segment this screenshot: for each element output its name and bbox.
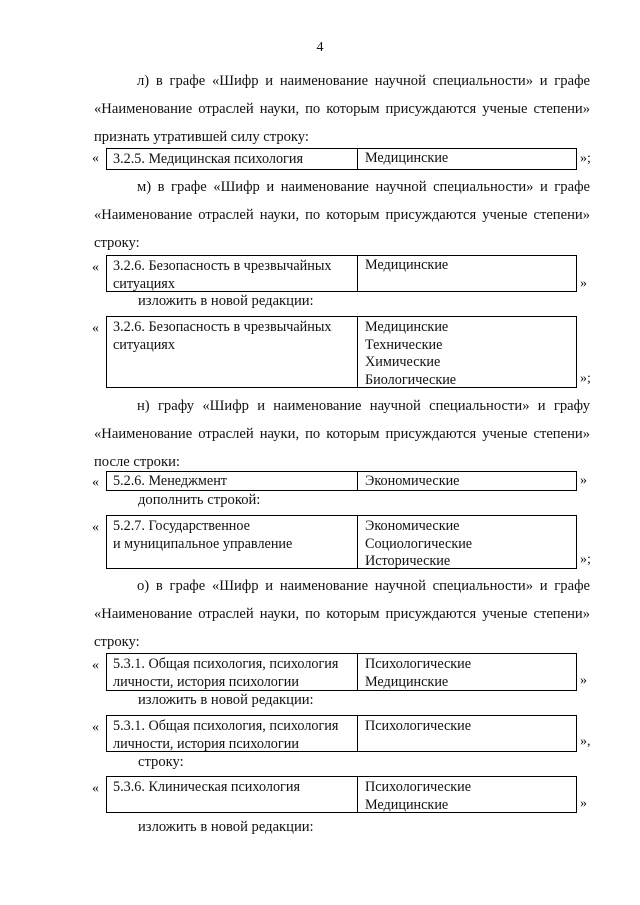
open-quote: « bbox=[92, 260, 99, 275]
cell-text: 5.3.6. Клиническая психология bbox=[113, 779, 300, 795]
close-quote: » bbox=[580, 673, 587, 688]
cell-text: Медицинские bbox=[365, 673, 449, 690]
instruction-text: строку: bbox=[138, 754, 184, 770]
specialty-cell bbox=[107, 716, 358, 751]
cell-text: Биологические bbox=[365, 371, 457, 388]
cell-text: Экономические bbox=[365, 473, 460, 489]
instruction-text: изложить в новой редакции: bbox=[138, 293, 314, 309]
specialty-cell bbox=[107, 777, 358, 812]
cell-text: Медицинские bbox=[365, 796, 449, 813]
science-branch-cell bbox=[358, 716, 576, 751]
cell-text: личности, история психологии bbox=[113, 673, 299, 690]
cell-text: ситуациях bbox=[113, 336, 175, 353]
paragraph-line: после строки: bbox=[94, 454, 180, 470]
close-quote: »; bbox=[580, 552, 591, 567]
cell-text: Медицинские bbox=[365, 150, 449, 166]
open-quote: « bbox=[92, 781, 99, 796]
cell-text: Психологические bbox=[365, 656, 472, 672]
table-row-5-3-1-new bbox=[106, 715, 577, 752]
paragraph-l bbox=[94, 67, 590, 151]
open-quote: « bbox=[92, 520, 99, 535]
cell-text: Медицинские bbox=[365, 319, 449, 335]
science-branch-cell bbox=[358, 472, 576, 490]
table-row-5-3-1-old bbox=[106, 653, 577, 691]
instruction-text: дополнить строкой: bbox=[138, 492, 261, 508]
open-quote: « bbox=[92, 151, 99, 166]
cell-text: 5.2.6. Менеджмент bbox=[113, 473, 227, 489]
cell-text: ситуациях bbox=[113, 275, 175, 292]
paragraph-line: «Наименование отраслей науки, по которым присуждаются ученые степени» bbox=[94, 426, 590, 442]
paragraph-line: признать утратившей силу строку: bbox=[94, 129, 309, 145]
close-quote: »; bbox=[580, 151, 591, 166]
paragraph-o bbox=[94, 572, 590, 656]
science-branch-cell bbox=[358, 256, 576, 291]
table-row-3-2-6-old bbox=[106, 255, 577, 292]
cell-text: Экономические bbox=[365, 518, 460, 534]
paragraph-line: строку: bbox=[94, 634, 140, 650]
cell-text: Социологические bbox=[365, 535, 473, 552]
cell-text: Психологические bbox=[365, 779, 472, 795]
specialty-cell bbox=[107, 256, 358, 291]
paragraph-n bbox=[94, 392, 590, 476]
science-branch-cell bbox=[358, 777, 576, 812]
cell-text: 3.2.6. Безопасность в чрезвычайных bbox=[113, 319, 332, 335]
cell-text: Исторические bbox=[365, 553, 451, 569]
open-quote: « bbox=[92, 720, 99, 735]
cell-text: и муниципальное управление bbox=[113, 535, 293, 552]
close-quote: » bbox=[580, 473, 587, 488]
specialty-cell bbox=[107, 472, 358, 490]
paragraph-line: «Наименование отраслей науки, по которым присуждаются ученые степени» bbox=[94, 207, 590, 223]
specialty-cell bbox=[107, 654, 358, 690]
specialty-cell bbox=[107, 516, 358, 568]
open-quote: « bbox=[92, 321, 99, 336]
close-quote: » bbox=[580, 276, 587, 291]
instruction-text: изложить в новой редакции: bbox=[138, 692, 314, 708]
cell-text: 5.2.7. Государственное bbox=[113, 518, 250, 534]
table-row-5-2-7 bbox=[106, 515, 577, 569]
paragraph-line: м) в графе «Шифр и наименование научной специальности» и графе bbox=[137, 179, 590, 195]
specialty-cell bbox=[107, 149, 358, 169]
cell-text: 5.3.1. Общая психология, психология bbox=[113, 656, 339, 672]
table-row-3-2-5 bbox=[106, 148, 577, 170]
science-branch-cell bbox=[358, 149, 576, 169]
cell-text: 5.3.1. Общая психология, психология bbox=[113, 718, 339, 734]
close-quote: », bbox=[580, 734, 591, 749]
science-branch-cell bbox=[358, 516, 576, 568]
open-quote: « bbox=[92, 658, 99, 673]
instruction-text: изложить в новой редакции: bbox=[138, 819, 314, 835]
cell-text: 3.2.6. Безопасность в чрезвычайных bbox=[113, 258, 332, 274]
open-quote: « bbox=[92, 475, 99, 490]
cell-text: Химические bbox=[365, 354, 441, 370]
paragraph-m bbox=[94, 173, 590, 257]
close-quote: »; bbox=[580, 371, 591, 386]
table-row-5-2-6 bbox=[106, 471, 577, 491]
table-row-5-3-6 bbox=[106, 776, 577, 813]
paragraph-line: н) графу «Шифр и наименование научной специальности» и графу bbox=[137, 398, 590, 414]
paragraph-line: «Наименование отраслей науки, по которым присуждаются ученые степени» bbox=[94, 606, 590, 622]
table-row-3-2-6-new bbox=[106, 316, 577, 388]
science-branch-cell bbox=[358, 317, 576, 387]
cell-text: 3.2.5. Медицинская психология bbox=[113, 151, 303, 167]
science-branch-cell bbox=[358, 654, 576, 690]
paragraph-line: л) в графе «Шифр и наименование научной специальности» и графе bbox=[137, 73, 590, 89]
cell-text: Медицинские bbox=[365, 257, 449, 273]
cell-text: Технические bbox=[365, 336, 443, 353]
close-quote: » bbox=[580, 796, 587, 811]
specialty-cell bbox=[107, 317, 358, 387]
cell-text: личности, история психологии bbox=[113, 735, 299, 752]
paragraph-line: о) в графе «Шифр и наименование научной специальности» и графе bbox=[137, 578, 590, 594]
paragraph-line: «Наименование отраслей науки, по которым присуждаются ученые степени» bbox=[94, 101, 590, 117]
paragraph-line: строку: bbox=[94, 235, 140, 251]
cell-text: Психологические bbox=[365, 718, 472, 734]
page-number: 4 bbox=[316, 40, 324, 55]
